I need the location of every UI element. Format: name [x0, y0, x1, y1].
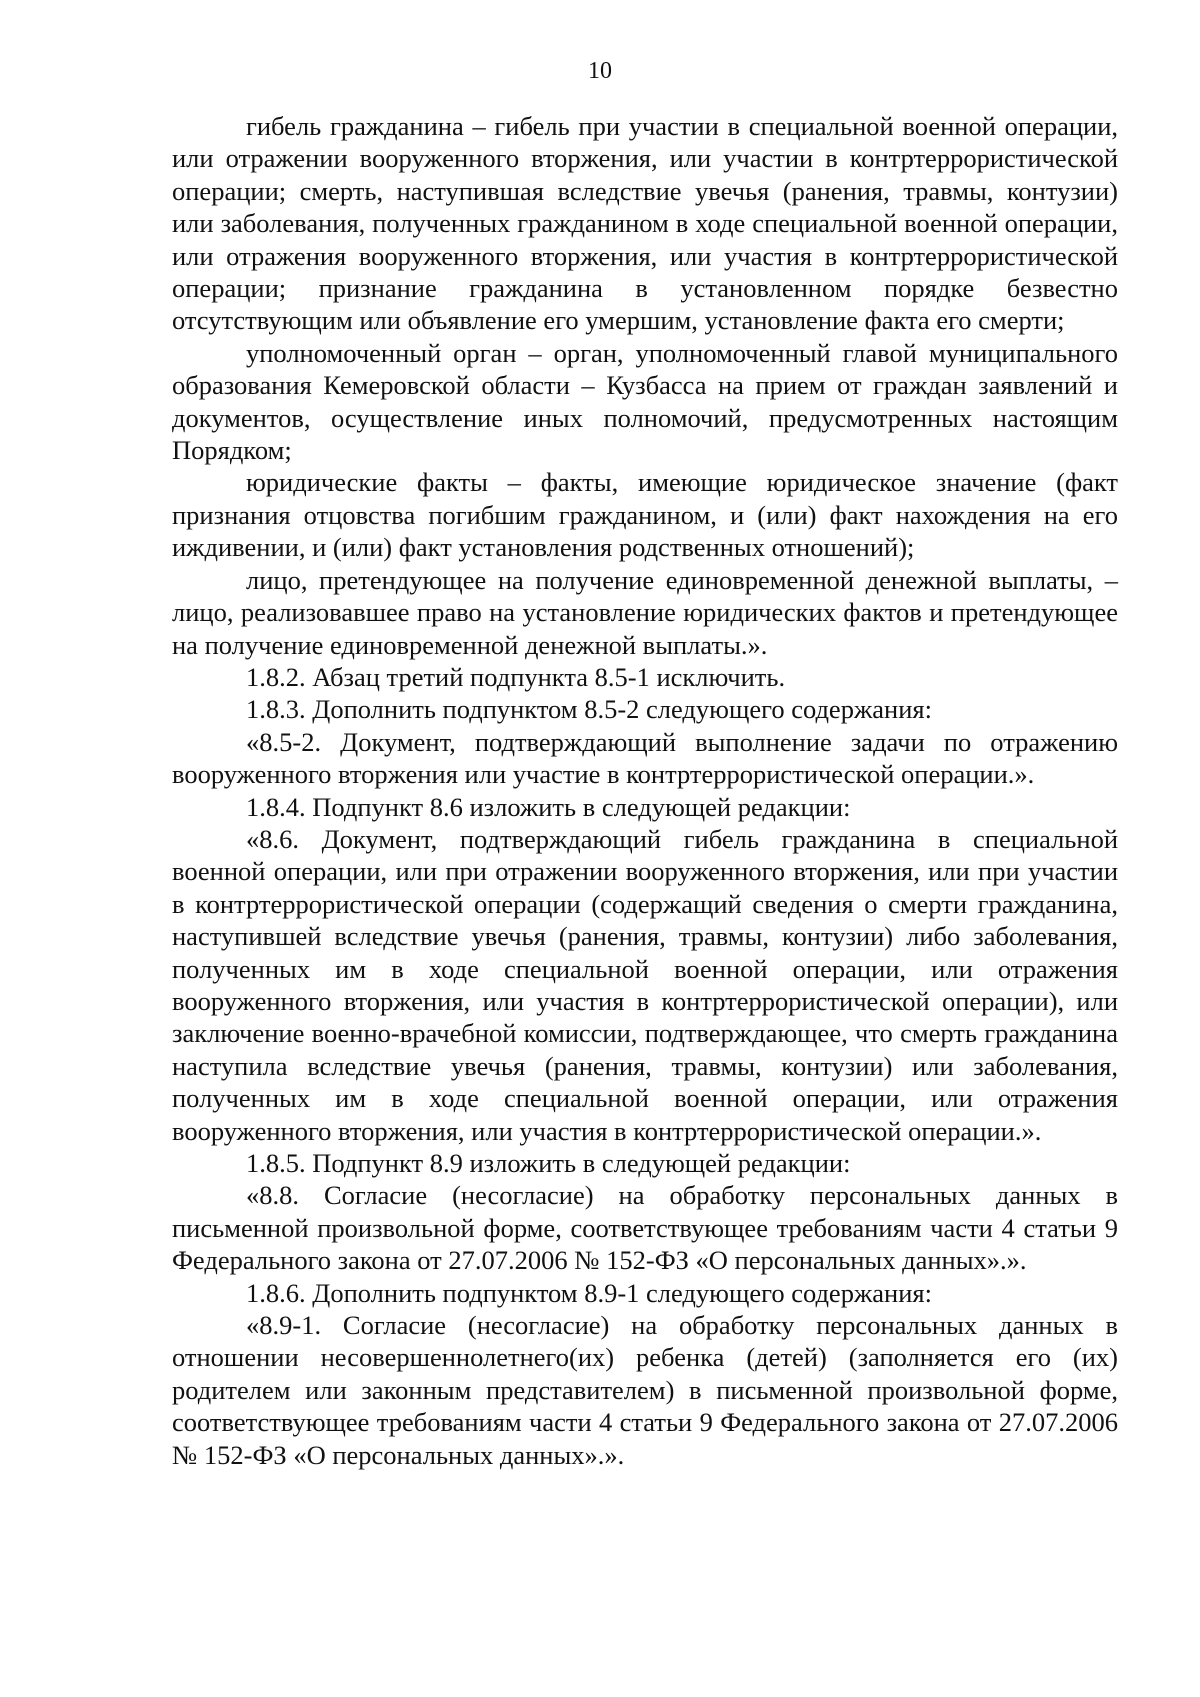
paragraph-1-8-2: 1.8.2. Абзац третий подпункта 8.5-1 исключить. — [246, 661, 786, 692]
paragraph-definition-claimant: лицо, претендующее на получение единовременной денежной выплаты, – лицо, реализовавшее право на установление юридических фактов и претендующее на получение единовременной денежной выплаты.». — [172, 564, 1118, 660]
document-body — [172, 110, 1118, 1471]
paragraph-8-6: «8.6. Документ, подтверждающий гибель гражданина в специальной военной операции, или при отражении вооруженного вторжения, или при участии в контртеррористической операции (содержащий сведения о смерти гражданина, наступившей вследствие увечья (ранения, травмы, контузии) либо заболевания, полученных им в ходе специальной военной операции, или отражения вооруженного вторжения, или участия в контртеррористической операции), или заключение военно-врачебной комиссии, подтверждающее, что смерть гражданина наступила вследствие увечья (ранения, травмы, контузии) или заболевания, полученных им в ходе специальной военной операции, или отражения вооруженного вторжения, или участия в контртеррористической операции.». — [172, 823, 1118, 1146]
paragraph-1-8-4: 1.8.4. Подпункт 8.6 изложить в следующей редакции: — [246, 791, 851, 822]
paragraph-1-8-3: 1.8.3. Дополнить подпунктом 8.5-2 следующего содержания: — [246, 694, 932, 725]
paragraph-1-8-5: 1.8.5. Подпункт 8.9 изложить в следующей редакции: — [246, 1148, 851, 1178]
paragraph-8-5-2: «8.5-2. Документ, подтверждающий выполнение задачи по отражению вооруженного вторжения или участие в контртеррористической операции.». — [172, 726, 1118, 790]
paragraph-8-8: «8.8. Согласие (несогласие) на обработку персональных данных в письменной произвольной форме, соответствующее требованиям части 4 статьи 9 Федерального закона от 27.07.2006 № 152-ФЗ «О персональных данных».». — [172, 1180, 1118, 1276]
paragraph-definition-legal-facts: юридические факты – факты, имеющие юридическое значение (факт признания отцовства погибшим гражданином, и (или) факт нахождения на его иждивении, и (или) факт установления родственных отношений); — [172, 467, 1118, 563]
paragraph-definition-authorized-body: уполномоченный орган – орган, уполномоченный главой муниципального образования Кемеровской области – Кузбасса на прием от граждан заявлений и документов, осуществление иных полномочий, предусмотренных настоящим Порядком; — [172, 337, 1118, 466]
paragraph-8-9-1: «8.9-1. Согласие (несогласие) на обработку персональных данных в отношении несовершеннолетнего(их) ребенка (детей) (заполняется его (их) родителем или законным представителем) в письменной произвольной форме, соответствующее требованиям части 4 статьи 9 Федерального закона от 27.07.2006 № 152-ФЗ «О персональных данных».». — [172, 1310, 1118, 1470]
page-number: 10 — [588, 58, 612, 84]
paragraph-definition-death: гибель гражданина – гибель при участии в специальной военной операции, или отражении вооруженного вторжения, или участии в контртеррористической операции; смерть, наступившая вследствие увечья (ранения, травмы, контузии) или заболевания, полученных гражданином в ходе специальной военной операции, или отражения вооруженного вторжения, или участия в контртеррористической операции; признание гражданина в установленном порядке безвестно отсутствующим или объявление его умершим, установление факта его смерти; — [172, 111, 1118, 336]
paragraph-1-8-6: 1.8.6. Дополнить подпунктом 8.9-1 следующего содержания: — [246, 1277, 932, 1308]
